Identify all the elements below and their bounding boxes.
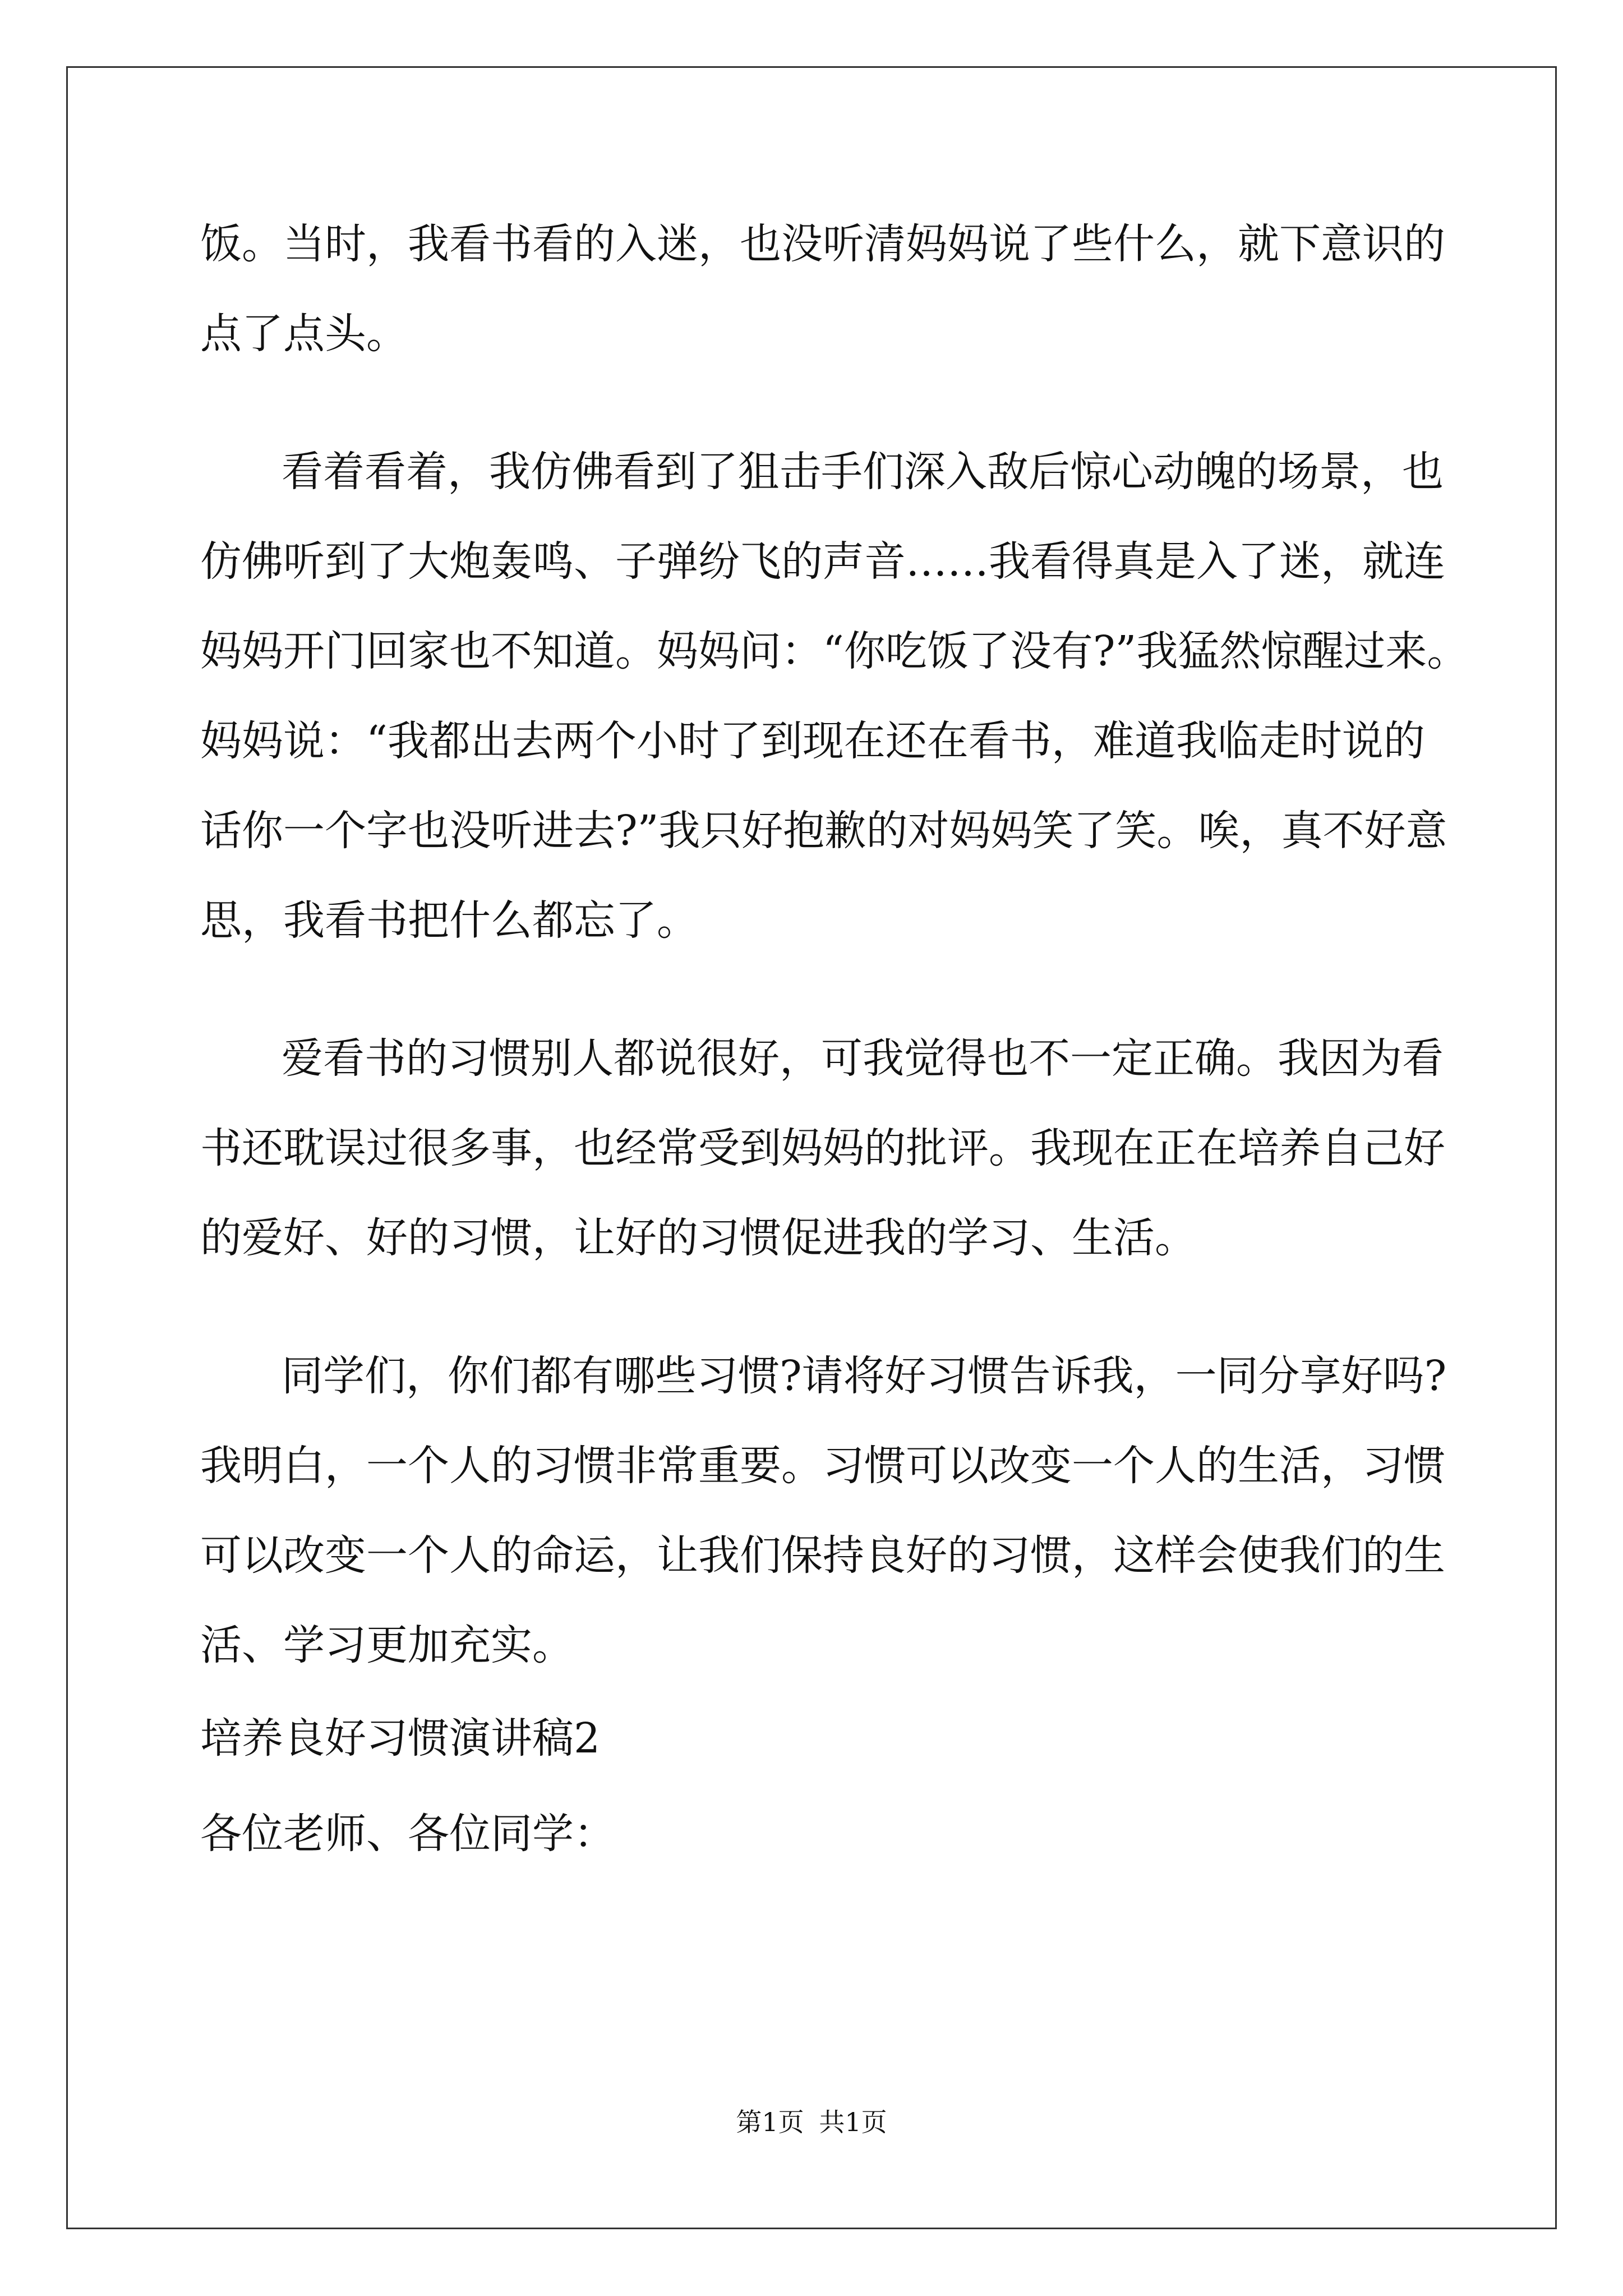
paragraph-line: 爱看书的习惯别人都说很好，可我觉得也不一定正确。我因为看 <box>282 1034 1444 1083</box>
paragraph-line: 话你一个字也没听进去?”我只好抱歉的对妈妈笑了笑。唉，真不好意 <box>200 807 1447 855</box>
paragraph-line: 我明白，一个人的习惯非常重要。习惯可以改变一个人的生活，习惯 <box>200 1442 1445 1490</box>
paragraph-line: 点了点头。 <box>200 310 408 358</box>
paragraph-line: 看着看着，我仿佛看到了狙击手们深入敌后惊心动魄的场景，也 <box>282 448 1444 496</box>
paragraph-line: 同学们，你们都有哪些习惯?请将好习惯告诉我，一同分享好吗? <box>282 1352 1447 1400</box>
paragraph-line: 饭。当时，我看书看的入迷，也没听清妈妈说了些什么，就下意识的 <box>200 220 1445 268</box>
paragraph-line: 书还耽误过很多事，也经常受到妈妈的批评。我现在正在培养自己好 <box>200 1124 1445 1172</box>
paragraph-line: 活、学习更加充实。 <box>200 1621 574 1669</box>
paragraph-line: 妈妈开门回家也不知道。妈妈问：“你吃饭了没有?”我猛然惊醒过来。 <box>200 627 1469 675</box>
paragraph-line: 可以改变一个人的命运，让我们保持良好的习惯，这样会使我们的生 <box>200 1531 1445 1580</box>
salutation: 各位老师、各位同学： <box>200 1810 615 1858</box>
page-number: 第1页 <box>736 2107 804 2137</box>
paragraph-line: 仿佛听到了大炮轰鸣、子弹纷飞的声音……我看得真是入了迷，就连 <box>200 537 1445 586</box>
section-heading: 培养良好习惯演讲稿2 <box>200 1714 601 1763</box>
paragraph-line: 的爱好、好的习惯，让好的习惯促进我的学习、生活。 <box>200 1214 1196 1262</box>
paragraph-line: 思，我看书把什么都忘了。 <box>200 896 698 945</box>
page-footer <box>0 2105 1623 2139</box>
page-total: 共1页 <box>819 2107 887 2137</box>
paragraph-line: 妈妈说：“我都出去两个小时了到现在还在看书，难道我临走时说的 <box>200 717 1425 765</box>
